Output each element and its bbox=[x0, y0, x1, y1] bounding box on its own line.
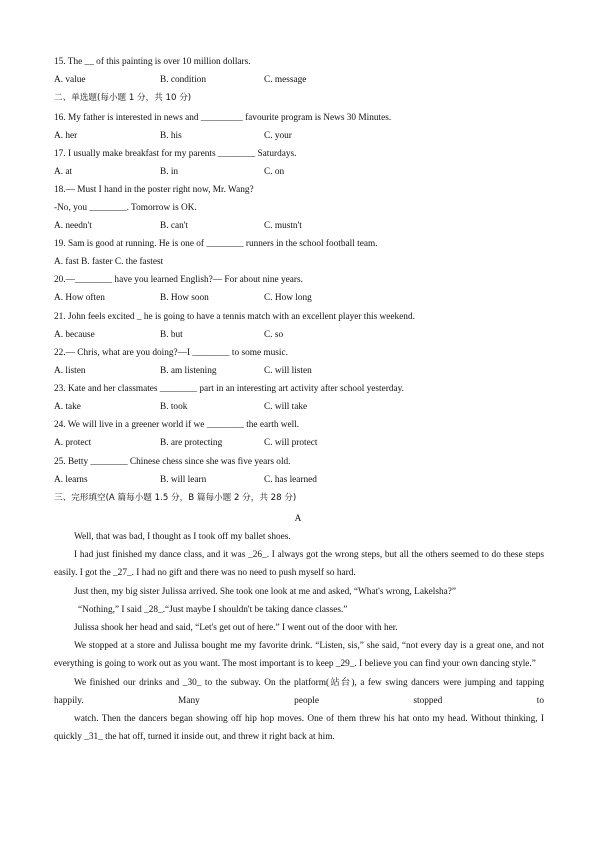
question-18-response: -No, you ________. Tomorrow is OK. bbox=[54, 203, 197, 213]
question-16-stem: 16. My father is interested in news and _________ favourite program is News 30 Minutes. bbox=[54, 113, 392, 123]
question-25-option-c: C. has learned bbox=[264, 475, 317, 485]
passage-paragraph-2: I had just finished my dance class, and it was _26_. I always got the wrong steps, but all the others seemed to do these steps easily. I got the _27_. I had no gift and there was no need to push myself so hard. bbox=[54, 550, 544, 579]
question-16-option-b: B. his bbox=[160, 131, 182, 141]
question-25-option-b: B. will learn bbox=[160, 475, 207, 485]
question-23-option-a: A. take bbox=[54, 402, 81, 412]
question-24-option-a: A. protect bbox=[54, 438, 92, 448]
question-17-stem: 17. I usually make breakfast for my parents ________ Saturdays. bbox=[54, 149, 297, 159]
question-22-option-c: C. will listen bbox=[264, 366, 312, 376]
passage-paragraph-6: We stopped at a store and Julissa bought me my favorite drink. “Listen, sis,” she said, “not every day is a great one, and not everything is going to work out as you want. The most important is to keep _29_. I believe you can find your own dancing style.” bbox=[54, 641, 544, 670]
question-21-option-c: C. so bbox=[264, 330, 284, 340]
question-23-option-c: C. will take bbox=[264, 402, 308, 412]
question-25-option-a: A. learns bbox=[54, 475, 88, 485]
question-15-option-a: A. value bbox=[54, 75, 86, 85]
question-17-option-a: A. at bbox=[54, 167, 73, 177]
question-20-stem: 20.—________ have you learned English?— For about nine years. bbox=[54, 275, 303, 285]
section-3-heading: 三、完形填空(A 篇每小题 1.5 分，B 篇每小题 2 分，共 28 分) bbox=[54, 493, 297, 503]
question-23-option-b: B. took bbox=[160, 402, 188, 412]
question-22-stem: 22.— Chris, what are you doing?—I ________ to some music. bbox=[54, 348, 288, 358]
question-24-option-c: C. will protect bbox=[264, 438, 318, 448]
passage-paragraph-7b: watch. Then the dancers began showing off hip hop moves. One of them threw his hat onto my head. Without thinking, I quickly _31_ the hat off, turned it inside out, and threw it right back at him. bbox=[54, 714, 544, 743]
question-18-stem: 18.— Must I hand in the poster right now, Mr. Wang? bbox=[54, 185, 254, 195]
question-20-option-b: B. How soon bbox=[160, 293, 209, 303]
question-19-stem: 19. Sam is good at running. He is one of ________ runners in the school football team. bbox=[54, 239, 378, 249]
question-16-option-c: C. your bbox=[264, 131, 292, 141]
question-18-option-b: B. can't bbox=[160, 221, 189, 231]
question-16-option-a: A. her bbox=[54, 131, 78, 141]
question-18-option-c: C. mustn't bbox=[264, 221, 302, 231]
question-20-option-c: C. How long bbox=[264, 293, 312, 303]
passage-label: A bbox=[294, 514, 302, 524]
question-22-option-b: B. am listening bbox=[160, 366, 217, 376]
question-17-option-c: C. on bbox=[264, 167, 285, 177]
question-21-option-b: B. but bbox=[160, 330, 183, 340]
passage-paragraph-3: Just then, my big sister Julissa arrived. She took one look at me and asked, “What's wrong, Lakelsha?” bbox=[74, 586, 456, 597]
question-21-stem: 21. John feels excited _ he is going to have a tennis match with an excellent player this weekend. bbox=[54, 312, 415, 322]
section-2-heading: 二、单选题(每小题 1 分，共 10 分) bbox=[54, 93, 192, 103]
question-15-option-c: C. message bbox=[264, 75, 307, 85]
question-17-option-b: B. in bbox=[160, 167, 179, 177]
passage-paragraph-7a: We finished our drinks and _30_ to the subway. On the platform(站台), a few swing dancers were jumping and tapping happily. Many people stopped to bbox=[54, 677, 544, 706]
question-21-option-a: A. because bbox=[54, 330, 95, 340]
question-24-option-b: B. are protecting bbox=[160, 438, 223, 448]
question-15-option-b: B. condition bbox=[160, 75, 206, 85]
question-19-options: A. fast B. faster C. the fastest bbox=[54, 257, 164, 267]
question-20-option-a: A. How often bbox=[54, 293, 105, 303]
passage-body bbox=[54, 528, 544, 746]
passage-paragraph-5: Julissa shook her head and said, “Let's get out of here.” I went out of the door with her. bbox=[74, 623, 398, 634]
question-18-option-a: A. needn't bbox=[54, 221, 92, 231]
passage-paragraph-4: “Nothing,” I said _28_.“Just maybe I shouldn't be taking dance classes.” bbox=[78, 604, 348, 615]
question-25-stem: 25. Betty ________ Chinese chess since she was five years old. bbox=[54, 457, 291, 467]
question-15-stem: 15. The __ of this painting is over 10 million dollars. bbox=[54, 57, 251, 67]
question-22-option-a: A. listen bbox=[54, 366, 86, 376]
question-24-stem: 24. We will live in a greener world if we ________ the earth well. bbox=[54, 420, 300, 430]
passage-paragraph-1: Well, that was bad, I thought as I took off my ballet shoes. bbox=[74, 532, 291, 542]
question-23-stem: 23. Kate and her classmates ________ part in an interesting art activity after school yesterday. bbox=[54, 384, 404, 394]
